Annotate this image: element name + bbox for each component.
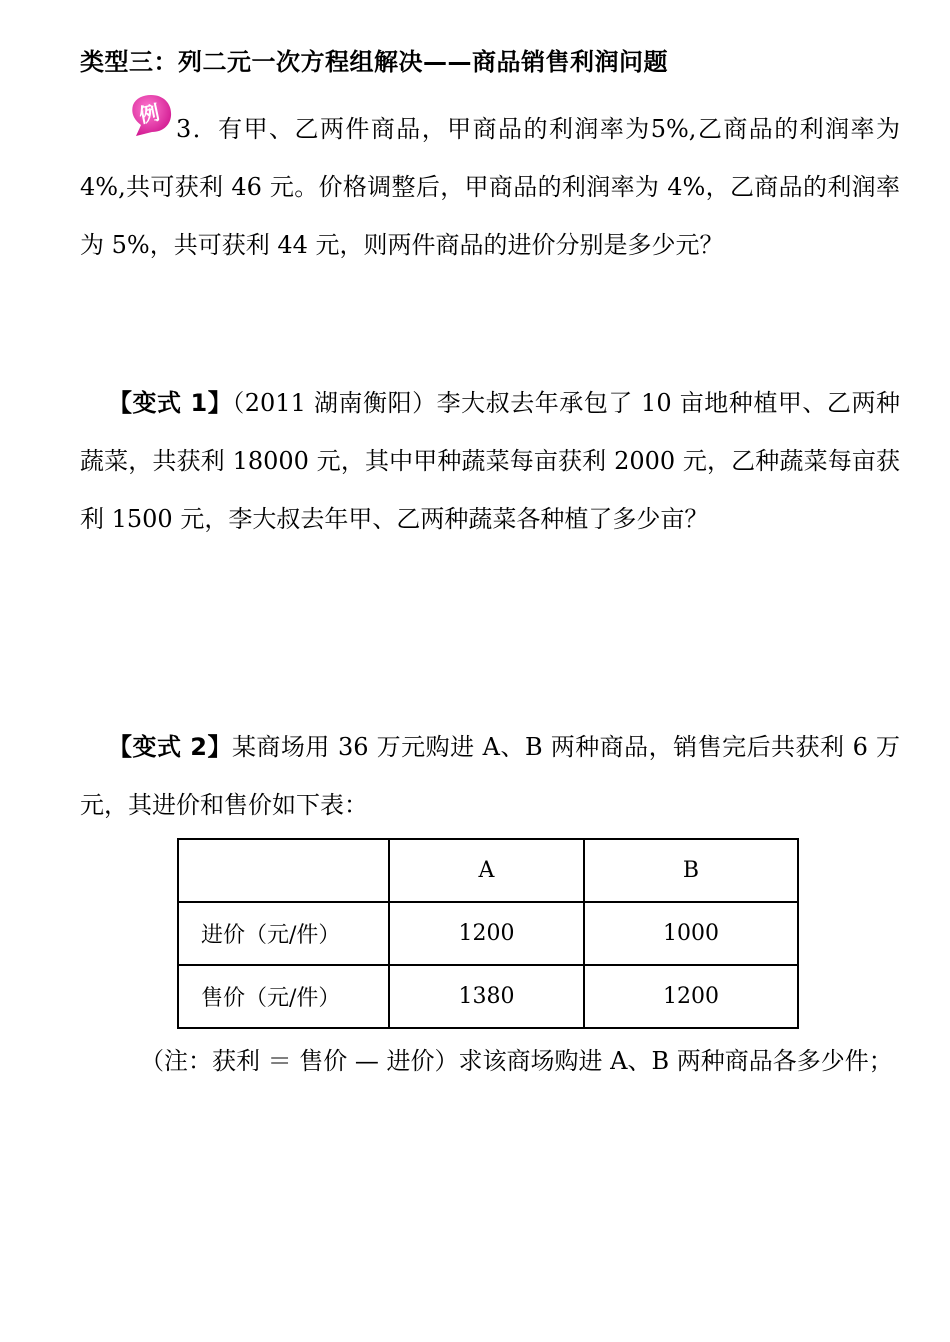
table-row [178, 902, 798, 965]
price-a: 1380 [389, 965, 584, 1028]
variant-1-text: （2011 湖南衡阳）李大叔去年承包了 10 亩地种植甲、乙两种蔬菜，共获利 18000 元，其中甲种蔬菜每亩获利 2000 元，乙种蔬菜每亩获利 1500 元，李大叔去年甲、乙两种蔬菜各种植了多少亩？ [80, 389, 900, 533]
table-header-row [178, 839, 798, 902]
variant-2-text: 某商场用 36 万元购进 A、B 两种商品，销售完后共获利 6 万元，其进价和售价如下表： [80, 733, 900, 819]
section-title: 类型三：列二元一次方程组解决——商品销售利润问题 [80, 48, 668, 76]
variant-2-label: 【变式 2】 [108, 733, 232, 761]
variant-1-paragraph [80, 374, 900, 548]
table-row [178, 965, 798, 1028]
row-label-price: 售价（元/件） [178, 965, 389, 1028]
variant-2-note: （注：获利 ＝ 售价 — 进价）求该商场购进 A、B 两种商品各多少件； [140, 1047, 893, 1075]
table-cell [178, 839, 389, 902]
price-b: 1200 [584, 965, 798, 1028]
example-badge-text: 例 [137, 100, 162, 128]
cost-b: 1000 [584, 902, 798, 965]
table-header-b: B [584, 839, 798, 902]
table-header-a: A [389, 839, 584, 902]
example-3-text: 3．有甲、乙两件商品，甲商品的利润率为5%,乙商品的利润率为4%,共可获利 46 元。价格调整后，甲商品的利润率为 4%，乙商品的利润率为 5%，共可获利 44 元，则两件商品的进价分别是多少元？ [80, 115, 900, 259]
cost-a: 1200 [389, 902, 584, 965]
price-table [177, 838, 799, 1029]
variant-1-label: 【变式 1】 [108, 389, 233, 417]
variant-2-paragraph [80, 718, 900, 834]
row-label-cost: 进价（元/件） [178, 902, 389, 965]
